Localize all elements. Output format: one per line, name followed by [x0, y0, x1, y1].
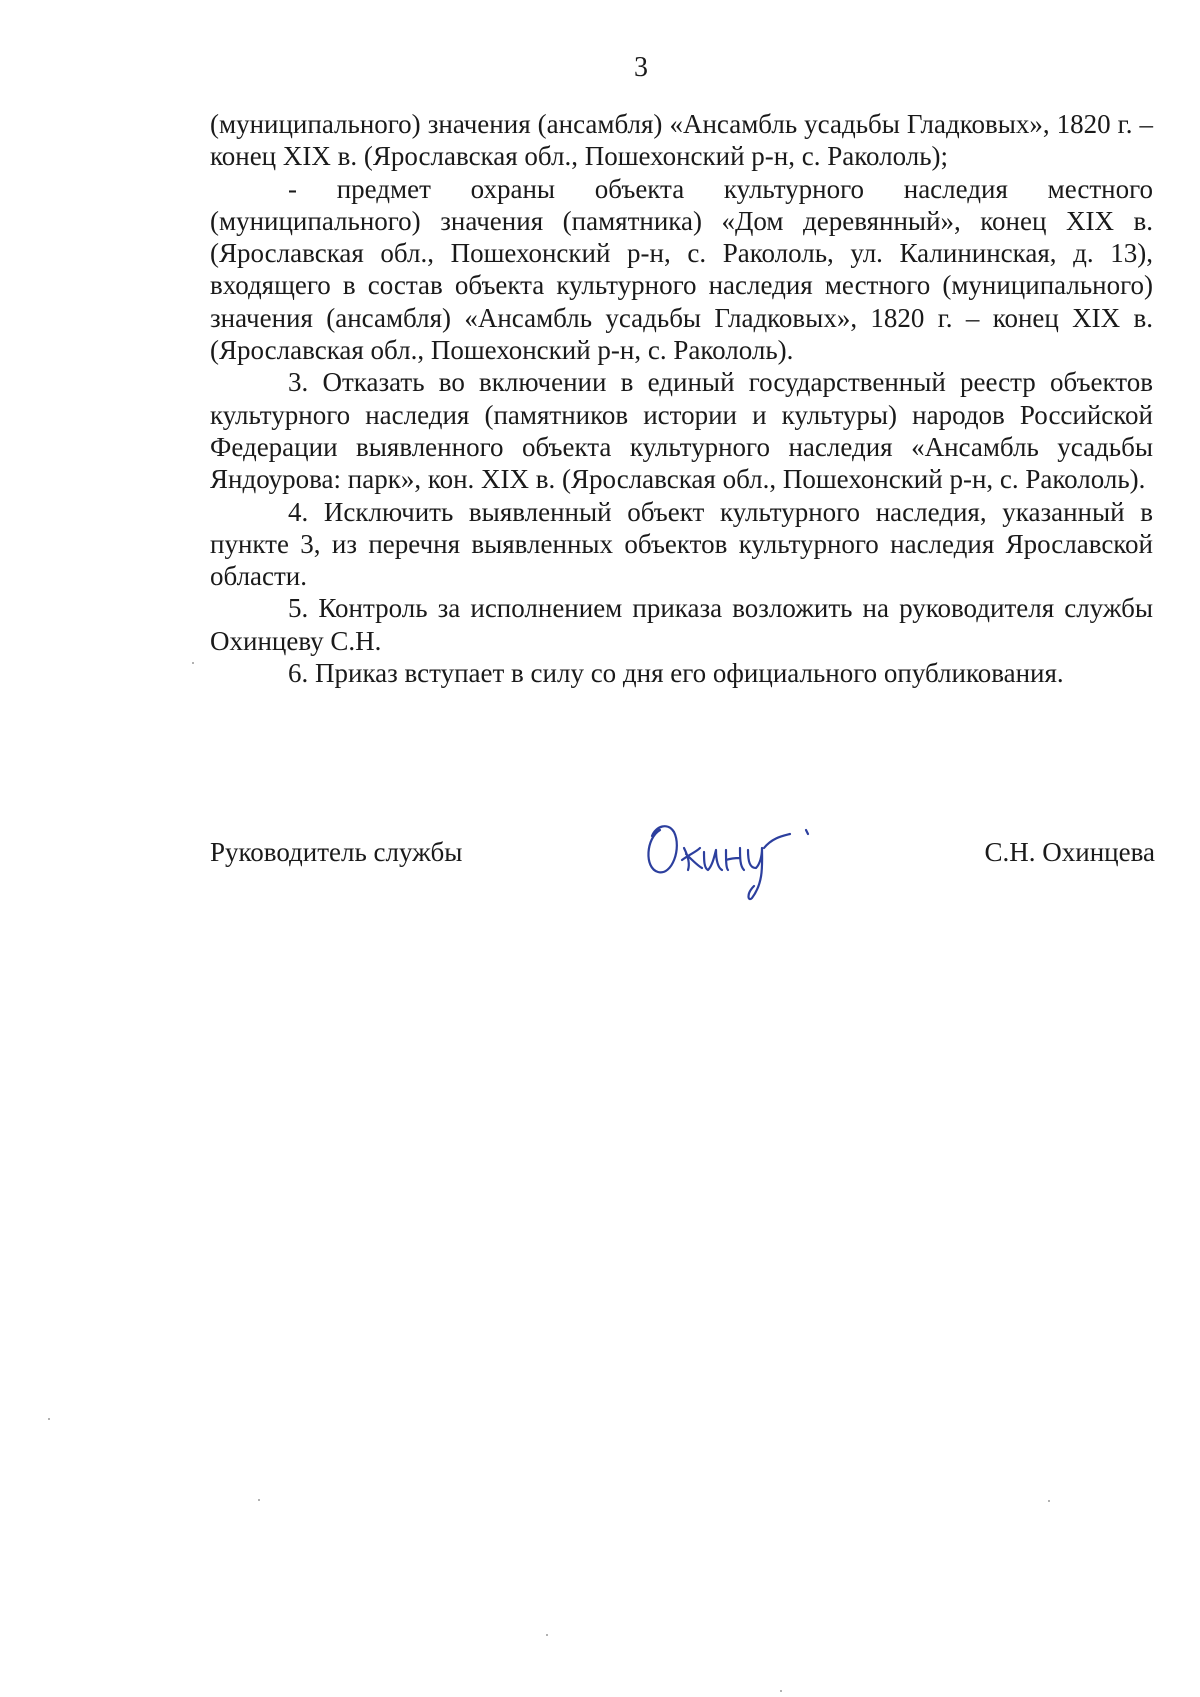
paragraph-item-6: 6. Приказ вступает в силу со дня его официального опубликования.: [288, 658, 1064, 689]
signatory-name: С.Н. Охинцева: [984, 837, 1155, 867]
document-body: [210, 108, 1153, 689]
scan-speck: [192, 662, 194, 664]
paragraph-protection-subject: - предмет охраны объекта культурного наследия местного (муниципального) значения (памятника) «Дом деревянный», конец XIX в. (Ярославская обл., Пошехонский р-н, с. Ракололь, ул. Калининская, д. 13), входящего в состав объекта культурного наследия местного (муниципального) значения (ансамбля) «Ансамбль усадьбы Гладковых», 1820 г. – конец XIX в. (Ярославская обл., Пошехонский р-н, с. Ракололь).: [210, 173, 1153, 366]
scan-speck: [780, 1690, 782, 1692]
handwritten-signature: [638, 808, 858, 903]
paragraph-item-5: 5. Контроль за исполнением приказа возложить на руководителя службы Охинцеву С.Н.: [210, 593, 1153, 656]
scan-speck: [546, 1634, 548, 1636]
signature-block: [210, 808, 1155, 898]
scan-speck: [1048, 1500, 1050, 1502]
page-number: 3: [634, 52, 648, 83]
signatory-title: Руководитель службы: [210, 837, 463, 867]
paragraph-item-4: 4. Исключить выявленный объект культурного наследия, указанный в пункте 3, из перечня выявленных объектов культурного наследия Ярославской области.: [210, 496, 1153, 592]
paragraph-item-3: 3. Отказать во включении в единый государственный реестр объектов культурного наследия (памятников истории и культуры) народов Российской Федерации выявленного объекта культурного наследия «Ансамбль усадьбы Яндоурова: парк», кон. XIX в. (Ярославская обл., Пошехонский р-н, с. Ракололь).: [210, 367, 1153, 495]
scan-speck: [48, 1418, 50, 1420]
scan-speck: [258, 1499, 260, 1501]
paragraph-continuation: (муниципального) значения (ансамбля) «Ансамбль усадьбы Гладковых», 1820 г. – конец XIX в. (Ярославская обл., Пошехонский р-н, с. Ракололь);: [210, 109, 1153, 172]
